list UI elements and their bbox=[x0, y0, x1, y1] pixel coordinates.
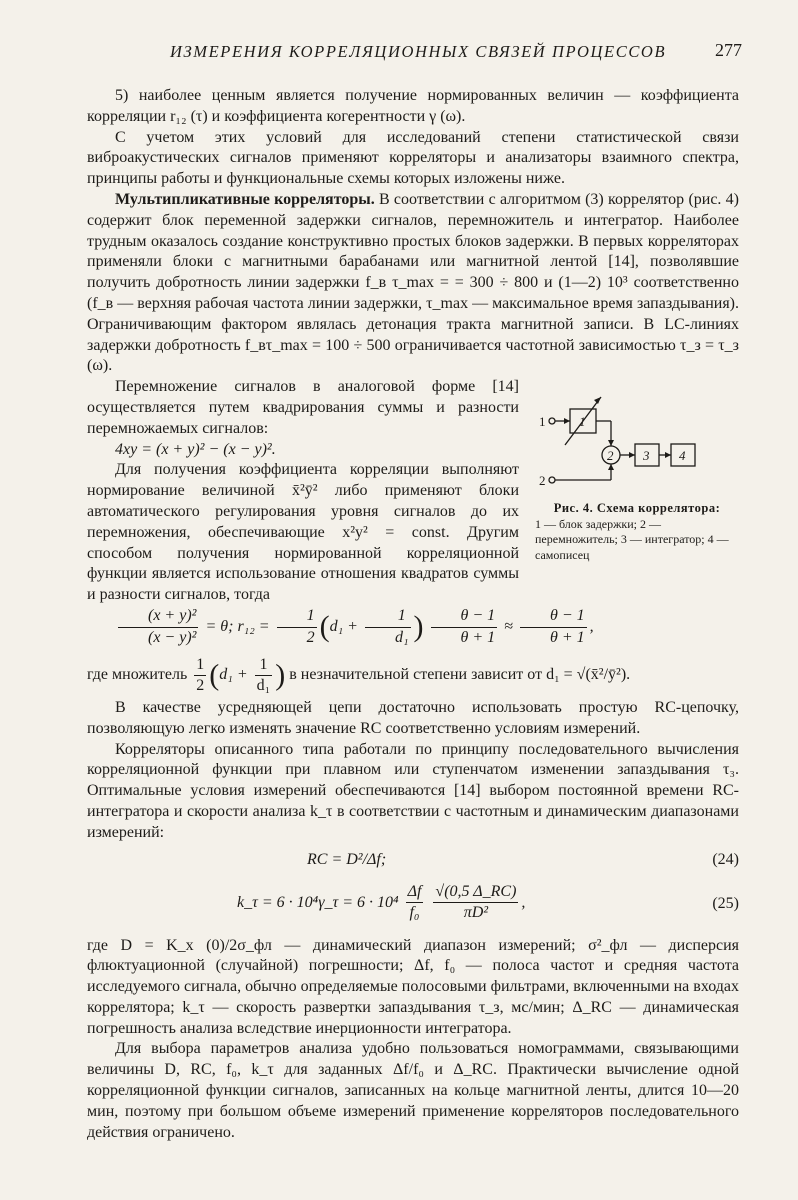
half-denominator: 2 bbox=[306, 628, 315, 646]
paragraph-2: С учетом этих условий для исследований степени статистической связи виброакустических сигналов применяют корреляторы и анализаторы взаимного спектра, принципы работы и функциональные схемы которых изложены ниже. bbox=[87, 128, 739, 188]
approx-sign: ≈ bbox=[504, 617, 513, 635]
figure-caption bbox=[535, 501, 739, 563]
page-number: 277 bbox=[715, 40, 742, 60]
multiplier-d1-term: d₁ + bbox=[219, 665, 248, 683]
paragraph-8: Корреляторы описанного типа работали по принципу последовательного вычисления корреляционной функции при плавном или ступенчатом изменении запаздывания τ₃. Оптимальные условия измерений обеспечиваются [14] выбором постоянной времени RC-интегратора и скорости анализа k_τ в соответствии с частотным и динамическим диапазонами измерений: bbox=[87, 740, 739, 841]
delay-block-label: 1 bbox=[579, 414, 586, 430]
multiplier-half-denominator: 2 bbox=[196, 676, 205, 694]
ratio-numerator: (x + y)² bbox=[118, 606, 198, 628]
multiplier-inverse-fraction bbox=[255, 655, 273, 696]
close-paren: ) bbox=[413, 609, 424, 643]
theta-fraction-1 bbox=[431, 606, 498, 649]
paragraph-4: Перемножение сигналов в аналоговой форме [14] осуществляется путем квадрирования суммы и разности перемножаемых сигналов: bbox=[87, 378, 519, 437]
formula-24-number: (24) bbox=[712, 850, 739, 868]
multiplier-label: 2 bbox=[607, 448, 614, 464]
inverse-numerator: 1 bbox=[365, 606, 411, 628]
theta-numerator-1: θ − 1 bbox=[431, 606, 498, 628]
error-fraction bbox=[433, 882, 518, 925]
recorder-label: 4 bbox=[679, 448, 686, 464]
figure-4 bbox=[535, 385, 739, 563]
bandwidth-numerator: Δf bbox=[406, 882, 424, 904]
running-title: ИЗМЕРЕНИЯ КОРРЕЛЯЦИОННЫХ СВЯЗЕЙ ПРОЦЕССОВ bbox=[170, 42, 667, 61]
multiplier-inverse-numerator: 1 bbox=[255, 655, 273, 676]
ratio-fraction bbox=[118, 606, 198, 649]
paragraph-6-lead: где множитель bbox=[87, 665, 188, 683]
formula-25-lead: k_τ = 6 · 10⁴γ_τ = 6 · 10⁴ bbox=[237, 893, 399, 911]
input-1-label: 1 bbox=[539, 414, 546, 430]
paragraph-7: В качестве усредняющей цепи достаточно использовать простую RC-цепочку, позволяющую легко изменять значение RC соответственно условиям измерений. bbox=[87, 698, 739, 737]
half-fraction bbox=[277, 606, 317, 649]
error-denominator: πD² bbox=[463, 904, 489, 922]
formula-24 bbox=[87, 850, 739, 874]
section-heading: Мультипликативные корреляторы. bbox=[115, 190, 375, 208]
multiplier-inverse-denominator: d₁ bbox=[256, 676, 271, 694]
theta-eq: = θ; r₁₂ = bbox=[205, 617, 270, 635]
correlator-diagram bbox=[535, 385, 739, 495]
bandwidth-fraction bbox=[406, 882, 424, 925]
paragraph-3-text: В соответствии с алгоритмом (3) коррелятор (рис. 4) содержит блок переменной задержки сигналов, перемножитель и интегратор. Наиболее трудным оказалось создание конструктивно простых блоков задержки. В первых корреляторах применяли блоки с магнитными барабанами или магнитной лентой [14], позволявшие получить добротность линии задержки f_в τ_max = = 300 ÷ 800 и (1—2) 10³ соответственно (f_в — верхняя рабочая частота линии задержки, τ_max — максимальное время запаздывания). Ограничивающим фактором являлась детонация тракта магнитной записи. В LC-линиях задержки добротность f_вτ_max = 100 ÷ 500 ограничивается частотной зависимостью τ_з = τ_з (ω). bbox=[87, 190, 740, 375]
formula-25-tail: , bbox=[521, 893, 526, 911]
multiplier-open-paren: ( bbox=[209, 658, 220, 692]
figure-caption-title: Рис. 4. Схема коррелятора: bbox=[553, 501, 721, 516]
paragraph-6-tail: в незначительной степени зависит от d₁ = √(x̄²/ȳ²). bbox=[289, 665, 631, 683]
paragraph-10: Для выбора параметров анализа удобно пользоваться номограммами, связывающими величины D, RC, f₀, k_τ для заданных Δf/f₀ и Δ_RC. Практически вычисление одной корреляционной функции сигналов, записанных на кольце магнитной ленты, длится 10—20 мин, поэтому при большом объеме измерений применение корреляторов последовательного действия ограничено. bbox=[87, 1040, 739, 1141]
formula-square-difference: 4xy = (x + y)² − (x − y)². bbox=[115, 440, 276, 458]
bandwidth-denominator: f₀ bbox=[409, 904, 420, 922]
theta-fraction-2 bbox=[520, 606, 587, 649]
formula-24-expression: RC = D²/Δf; bbox=[307, 850, 387, 868]
input-2-label: 2 bbox=[539, 473, 546, 489]
theta-numerator-2: θ − 1 bbox=[520, 606, 587, 628]
ratio-denominator: (x − y)² bbox=[148, 628, 197, 646]
theta-denominator-2: θ + 1 bbox=[549, 628, 585, 646]
open-paren: ( bbox=[319, 609, 330, 643]
half-numerator: 1 bbox=[277, 606, 317, 628]
multiplier-half-fraction bbox=[194, 655, 206, 696]
error-numerator: √(0,5 Δ_RC) bbox=[433, 882, 518, 904]
inverse-denominator: d₁ bbox=[394, 628, 409, 646]
body-text bbox=[87, 86, 739, 1143]
integrator-label: 3 bbox=[643, 448, 650, 464]
inverse-d1-fraction bbox=[365, 606, 411, 649]
paragraph-5: Для получения коэффициента корреляции выполняют нормирование величиной x̄²ȳ² либо применяют блоки автоматического регулирования уровня сигналов до их перемножения, обеспечивающие x²y² = const. Другим способом получения нормированной корреляционной функции является использование отношения квадратов суммы и разности сигналов, тогда bbox=[87, 461, 519, 604]
theta-denominator-1: θ + 1 bbox=[460, 628, 496, 646]
formula-ratio-tail: , bbox=[589, 617, 594, 635]
d1-term: d₁ + bbox=[329, 617, 358, 635]
paragraph-3 bbox=[87, 190, 739, 377]
formula-25-expression bbox=[237, 882, 525, 925]
paragraph-9: где D = K_x (0)/2σ_фл — динамический диапазон измерений; σ²_фл — дисперсия флюктуационной (случайной) погрешности; Δf, f₀ — полоса частот и средняя частота исследуемого сигнала, обычно определяемые полосовыми фильтрами, включенными на входах коррелятора; k_τ — скорость развертки запаздывания τ_з, мс/мин; Δ_RC — динамическая погрешность анализа вследствие инерционности интегратора. bbox=[87, 936, 739, 1037]
figure-legend: 1 — блок задержки; 2 — перемножитель; 3 — интегратор; 4 — самописец bbox=[535, 516, 729, 562]
formula-ratio bbox=[87, 606, 739, 652]
multiplier-half-numerator: 1 bbox=[194, 655, 206, 676]
input-2-terminal bbox=[549, 477, 555, 483]
formula-25 bbox=[87, 880, 739, 930]
paragraph-1: 5) наиболее ценным является получение нормированных величин — коэффициента корреляции r₁₂ (τ) и коэффициента когерентности γ (ω). bbox=[87, 87, 739, 125]
multiplier-close-paren: ) bbox=[275, 658, 286, 692]
input-1-terminal bbox=[549, 418, 555, 424]
formula-25-number: (25) bbox=[712, 894, 739, 912]
paragraph-6 bbox=[87, 652, 739, 698]
